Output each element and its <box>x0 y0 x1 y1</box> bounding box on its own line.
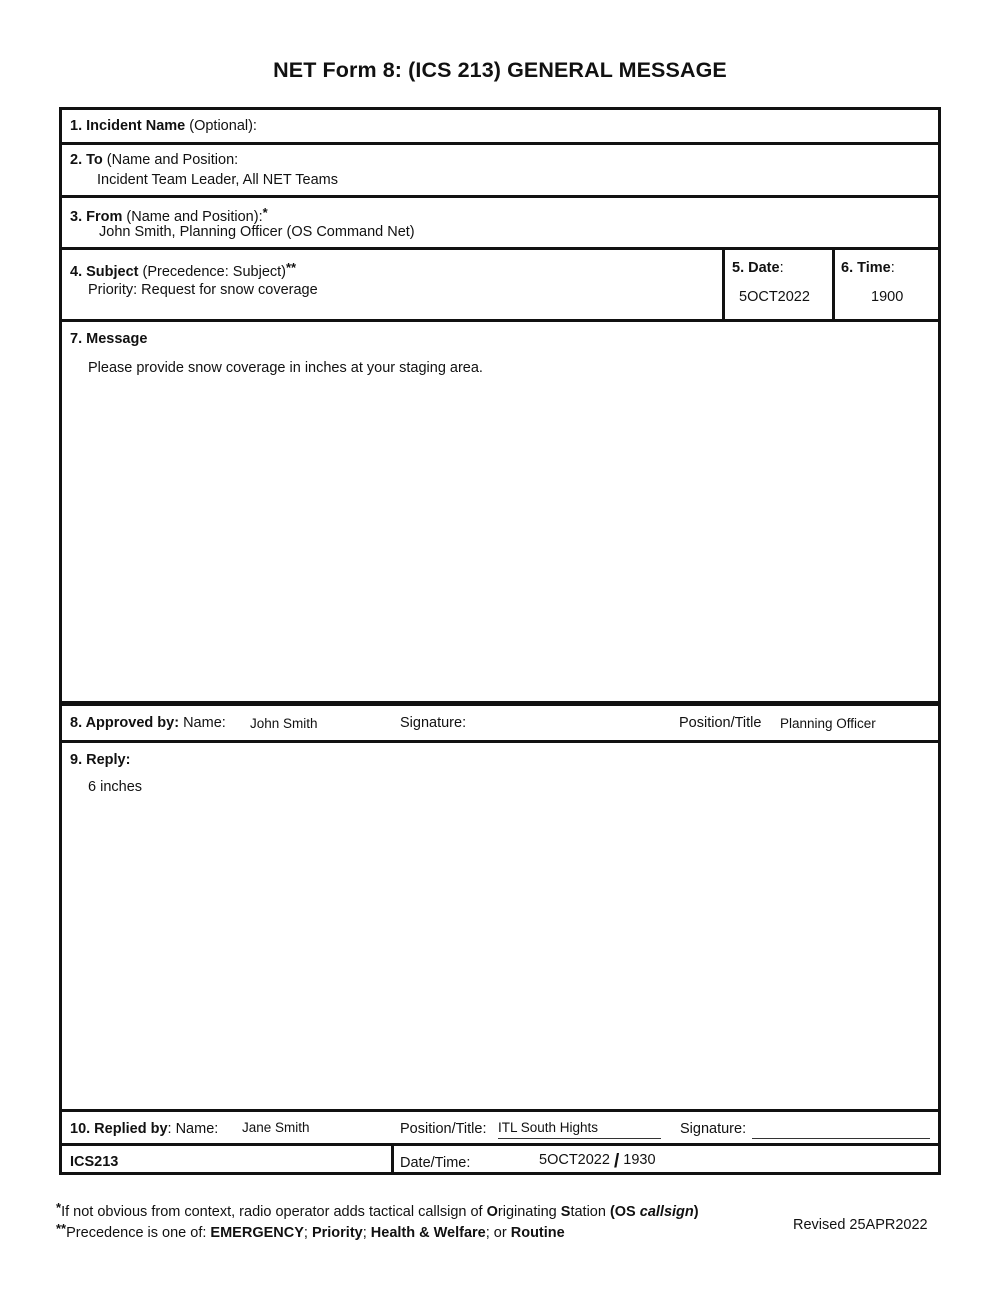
divider <box>722 250 725 319</box>
incident-name-number: 1. Incident Name <box>70 118 186 134</box>
replied-by-label <box>70 1121 218 1137</box>
incident-name-row <box>62 110 938 145</box>
approved-signature-field[interactable] <box>477 716 657 732</box>
message-label: 7. Message <box>70 331 148 347</box>
incident-name-hint: (Optional): <box>189 118 257 134</box>
footnote-2 <box>56 1221 565 1241</box>
footnote-1-s: S <box>560 1204 571 1220</box>
incident-name-field[interactable] <box>312 118 912 136</box>
subject-number: 4. Subject <box>70 264 139 280</box>
approved-by-number: 8. Approved by: <box>70 715 180 731</box>
to-number: 2. To <box>70 152 103 168</box>
from-number: 3. From <box>70 209 123 225</box>
subject-hint: (Precedence: Subject) <box>142 264 286 280</box>
footnote-1-o: O <box>486 1204 498 1220</box>
footnote-2-mark: ** <box>56 1221 67 1236</box>
form-id-cell <box>62 1146 394 1175</box>
replied-position-label: Position/Title: <box>400 1121 487 1137</box>
replied-by-row <box>62 1112 938 1146</box>
time-label <box>841 260 895 276</box>
from-label <box>70 205 268 225</box>
to-hint: (Name and Position: <box>106 152 239 168</box>
replied-signature-field[interactable] <box>752 1120 930 1139</box>
reply-row <box>62 743 938 1112</box>
footnote-double-asterisk: ** <box>286 260 297 275</box>
message-row <box>62 322 938 706</box>
subject-row <box>62 250 938 322</box>
approved-by-label <box>70 715 226 731</box>
divider <box>832 250 835 319</box>
footnote-2-text: Precedence is one of: <box>66 1225 211 1241</box>
replied-by-number: 10. Replied by <box>70 1121 168 1137</box>
from-field[interactable]: John Smith, Planning Officer (OS Command Net) <box>99 224 415 240</box>
message-field[interactable]: Please provide snow coverage in inches at your staging area. <box>88 360 483 376</box>
datetime-label: Date/Time: <box>400 1155 471 1171</box>
footnote-1-mark: * <box>56 1200 62 1215</box>
incident-name-label <box>70 118 257 134</box>
precedence-routine: Routine <box>510 1225 565 1241</box>
approved-name-field[interactable]: John Smith <box>250 716 318 731</box>
footnote-1-paren: ) <box>693 1204 699 1220</box>
footnote-2-sep: ; <box>303 1225 312 1241</box>
time-colon: : <box>890 260 895 276</box>
precedence-priority: Priority <box>311 1225 363 1241</box>
footnote-1 <box>56 1200 699 1220</box>
datetime-field[interactable] <box>539 1148 656 1170</box>
replied-name-field[interactable]: Jane Smith <box>242 1120 310 1135</box>
replied-position-field[interactable]: ITL South Hights <box>498 1120 661 1139</box>
footnote-2-sep: ; or <box>485 1225 511 1241</box>
form-id: ICS213 <box>70 1154 119 1170</box>
approved-position-field[interactable]: Planning Officer <box>780 716 876 731</box>
footnote-2-sep: ; <box>362 1225 371 1241</box>
footnote-1-text: riginating <box>497 1204 561 1220</box>
footnote-1-os: (OS <box>609 1204 640 1220</box>
approved-signature-label: Signature: <box>400 715 467 731</box>
datetime-separator: / <box>613 1151 620 1172</box>
replied-signature-label: Signature: <box>680 1121 747 1137</box>
time-field[interactable]: 1900 <box>871 289 904 305</box>
to-label <box>70 152 238 168</box>
precedence-health-welfare: Health & Welfare <box>370 1225 486 1241</box>
replied-by-colon: : <box>167 1121 172 1137</box>
from-hint: (Name and Position): <box>126 209 263 225</box>
approved-by-row <box>62 706 938 743</box>
subject-label <box>70 260 296 280</box>
footnote-1-text: If not obvious from context, radio operator adds tactical callsign of <box>61 1204 487 1220</box>
reply-field[interactable]: 6 inches <box>88 779 143 795</box>
time-number: 6. Time <box>841 260 891 276</box>
subject-field[interactable]: Priority: Request for snow coverage <box>88 282 318 298</box>
precedence-emergency: EMERGENCY <box>210 1225 304 1241</box>
general-message-form <box>59 107 941 1175</box>
date-number: 5. Date <box>732 260 780 276</box>
datetime-time: 1930 <box>623 1152 656 1168</box>
date-label <box>732 260 784 276</box>
footnote-asterisk: * <box>262 205 268 220</box>
approved-position-label: Position/Title <box>679 715 762 731</box>
footer-row <box>62 1146 938 1172</box>
replied-name-label: Name: <box>175 1121 219 1137</box>
datetime-date: 5OCT2022 <box>539 1152 610 1168</box>
to-row <box>62 145 938 198</box>
date-field[interactable]: 5OCT2022 <box>739 289 810 305</box>
from-row <box>62 198 938 250</box>
date-colon: : <box>779 260 784 276</box>
to-field[interactable]: Incident Team Leader, All NET Teams <box>97 172 338 188</box>
reply-label: 9. Reply: <box>70 752 131 768</box>
footnote-1-callsign: callsign <box>639 1204 694 1220</box>
revision-date: Revised 25APR2022 <box>793 1217 928 1233</box>
form-title: NET Form 8: (ICS 213) GENERAL MESSAGE <box>273 58 727 82</box>
approved-name-label: Name: <box>183 715 226 731</box>
footnote-1-text: tation <box>570 1204 610 1220</box>
